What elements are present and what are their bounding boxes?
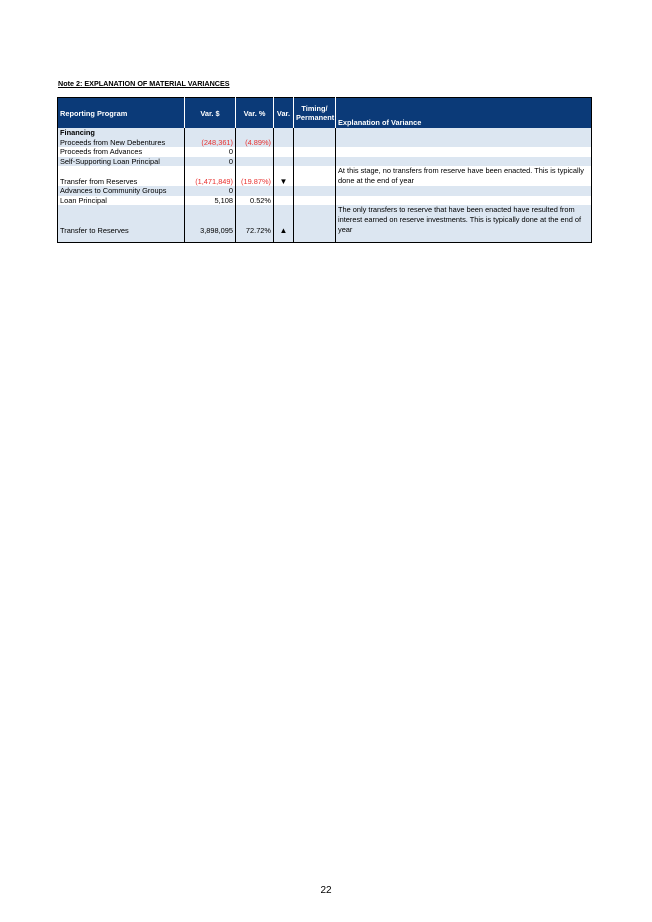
row-var-arrow-icon — [274, 186, 294, 196]
row-var-percent — [236, 186, 274, 196]
row-program: Loan Principal — [58, 196, 185, 206]
row-var-percent — [236, 128, 274, 138]
row-var-dollar: (248,361) — [185, 138, 236, 148]
row-program: Proceeds from Advances — [58, 147, 185, 157]
row-var-dollar: 5,108 — [185, 196, 236, 206]
row-var-dollar: 0 — [185, 157, 236, 167]
row-program: Transfer from Reserves — [58, 166, 185, 186]
row-program: Financing — [58, 128, 185, 138]
row-explanation — [336, 186, 592, 196]
row-var-arrow-icon — [274, 128, 294, 138]
row-program: Proceeds from New Debentures — [58, 138, 185, 148]
table-header-row — [58, 98, 592, 129]
spacer-cell — [336, 235, 592, 243]
spacer-cell — [185, 235, 236, 243]
row-var-dollar: 0 — [185, 147, 236, 157]
header-timing-line2: Permanent — [296, 113, 335, 122]
row-var-dollar — [185, 128, 236, 138]
spacer-cell — [294, 235, 336, 243]
row-timing — [294, 157, 336, 167]
table-row — [58, 157, 592, 167]
row-timing — [294, 196, 336, 206]
row-timing — [294, 166, 336, 186]
row-var-dollar: (1,471,849) — [185, 166, 236, 186]
row-timing — [294, 128, 336, 138]
header-timing-line1: Timing/ — [301, 104, 328, 113]
row-var-arrow-icon: ▲ — [274, 205, 294, 235]
row-timing — [294, 205, 336, 235]
row-var-percent — [236, 157, 274, 167]
table-row-spacer — [58, 235, 592, 243]
row-var-percent: (19.87%) — [236, 166, 274, 186]
row-explanation — [336, 128, 592, 138]
row-var-arrow-icon — [274, 138, 294, 148]
note-title: Note 2: EXPLANATION OF MATERIAL VARIANCES — [58, 79, 230, 88]
header-timing-permanent — [294, 98, 336, 129]
row-program: Advances to Community Groups — [58, 186, 185, 196]
row-explanation: The only transfers to reserve that have been enacted have resulted from interest earned on reserve investments. This is typically done at the end of year — [336, 205, 592, 235]
table-row — [58, 128, 592, 138]
table-row — [58, 205, 592, 235]
row-program: Self-Supporting Loan Principal — [58, 157, 185, 167]
spacer-cell — [58, 235, 185, 243]
row-var-percent: 0.52% — [236, 196, 274, 206]
row-var-percent: 72.72% — [236, 205, 274, 235]
row-timing — [294, 138, 336, 148]
row-timing — [294, 147, 336, 157]
row-explanation — [336, 157, 592, 167]
spacer-cell — [274, 235, 294, 243]
row-var-dollar: 3,898,095 — [185, 205, 236, 235]
table-row — [58, 196, 592, 206]
row-var-percent: (4.89%) — [236, 138, 274, 148]
table-row — [58, 138, 592, 148]
row-var-arrow-icon — [274, 147, 294, 157]
row-var-arrow-icon: ▼ — [274, 166, 294, 186]
row-timing — [294, 186, 336, 196]
row-var-percent — [236, 147, 274, 157]
spacer-cell — [236, 235, 274, 243]
table-row — [58, 186, 592, 196]
table-row — [58, 147, 592, 157]
row-var-dollar: 0 — [185, 186, 236, 196]
row-var-arrow-icon — [274, 196, 294, 206]
row-explanation — [336, 138, 592, 148]
header-reporting-program: Reporting Program — [58, 98, 185, 129]
table-row — [58, 166, 592, 186]
row-explanation — [336, 147, 592, 157]
header-var-percent: Var. % — [236, 98, 274, 129]
header-explanation: Explanation of Variance — [336, 98, 592, 129]
row-explanation — [336, 196, 592, 206]
row-program: Transfer to Reserves — [58, 205, 185, 235]
row-explanation: At this stage, no transfers from reserve have been enacted. This is typically done at the end of year — [336, 166, 592, 186]
header-var: Var. — [274, 98, 294, 129]
row-var-arrow-icon — [274, 157, 294, 167]
page-number: 22 — [320, 885, 332, 896]
variance-table — [57, 97, 592, 243]
header-var-dollar: Var. $ — [185, 98, 236, 129]
